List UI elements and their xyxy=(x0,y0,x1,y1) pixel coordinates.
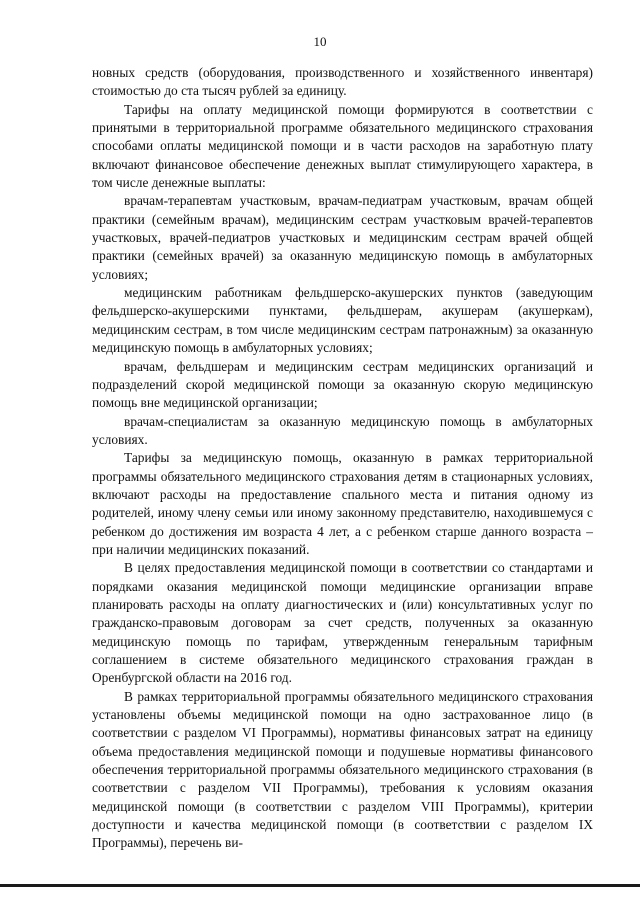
paragraph-4: медицинским работникам фельдшерско-акушерских пунктов (заведующим фельдшерско-акушерскими пунктами, фельдшерам, акушерам (акушеркам), медицинским сестрам, в том числе медицинским сестрам патронажным) за оказанную медицинскую помощь в амбулаторных условиях; xyxy=(92,285,593,356)
page-number: 10 xyxy=(313,34,327,49)
paragraph-5: врачам, фельдшерам и медицинским сестрам медицинских организаций и подразделений скорой медицинской помощи за оказанную скорую медицинскую помощь вне медицинской организации; xyxy=(92,358,593,411)
bottom-border-line xyxy=(0,884,640,887)
paragraph-8: В целях предоставления медицинской помощи в соответствии со стандартами и порядками оказания медицинской помощи медицинские организации вправе планировать расходы на оплату диагностических и (или) консультативных услуг по гражданско-правовым договорам за счет средств, полученных за оказанную медицинскую помощь по тарифам, утвержденным генеральным тарифным соглашением в системе обязательного медицинского страхования граждан в Оренбургской области на 2016 год. xyxy=(92,560,593,686)
paragraph-1: новных средств (оборудования, производственного и хозяйственного инвентаря) стоимостью до ста тысяч рублей за единицу. xyxy=(92,65,593,99)
paragraph-9: В рамках территориальной программы обязательного медицинского страхования установлены объемы медицинской помощи на одно застрахованное лицо (в соответствии с разделом VI Программы), нормативы финансовых затрат на единицу объема предоставления медицинской помощи и подушевые нормативы финансового обеспечения территориальной программы обязательного медицинского страхования (в соответствии с разделом VII Программы), требования к условиям оказания медицинской помощи (в соответствии с разделом VIII Программы), критерии доступности и качества медицинской помощи (в соответствии с разделом IX Программы), перечень ви- xyxy=(92,688,593,851)
document-body xyxy=(92,64,593,853)
paragraph-3: врачам-терапевтам участковым, врачам-педиатрам участковым, врачам общей практики (семейным врачам), медицинским сестрам участковым врачей-терапевтов участковых, врачей-педиатров участковых и медицинским сестрам врачей общей практики (семейных врачей) за оказанную медицинскую помощь в амбулаторных условиях; xyxy=(92,193,593,282)
paragraph-6: врачам-специалистам за оказанную медицинскую помощь в амбулаторных условиях. xyxy=(92,413,593,447)
paragraph-2: Тарифы на оплату медицинской помощи формируются в соответствии с принятыми в территориальной программе обязательного медицинского страхования способами оплаты медицинской помощи и в части расходов на заработную плату включают финансовое обеспечение денежных выплат стимулирующего характера, в том числе денежные выплаты: xyxy=(92,101,593,191)
paragraph-7: Тарифы за медицинскую помощь, оказанную в рамках территориальной программы обязательного медицинского страхования детям в стационарных условиях, включают расходы на предоставление спального места и питания одному из родителей, иному члену семьи или иному законному представителю, находившемуся с ребенком до достижения им возраста 4 лет, а с ребенком старше данного возраста – при наличии медицинских показаний. xyxy=(92,450,593,557)
